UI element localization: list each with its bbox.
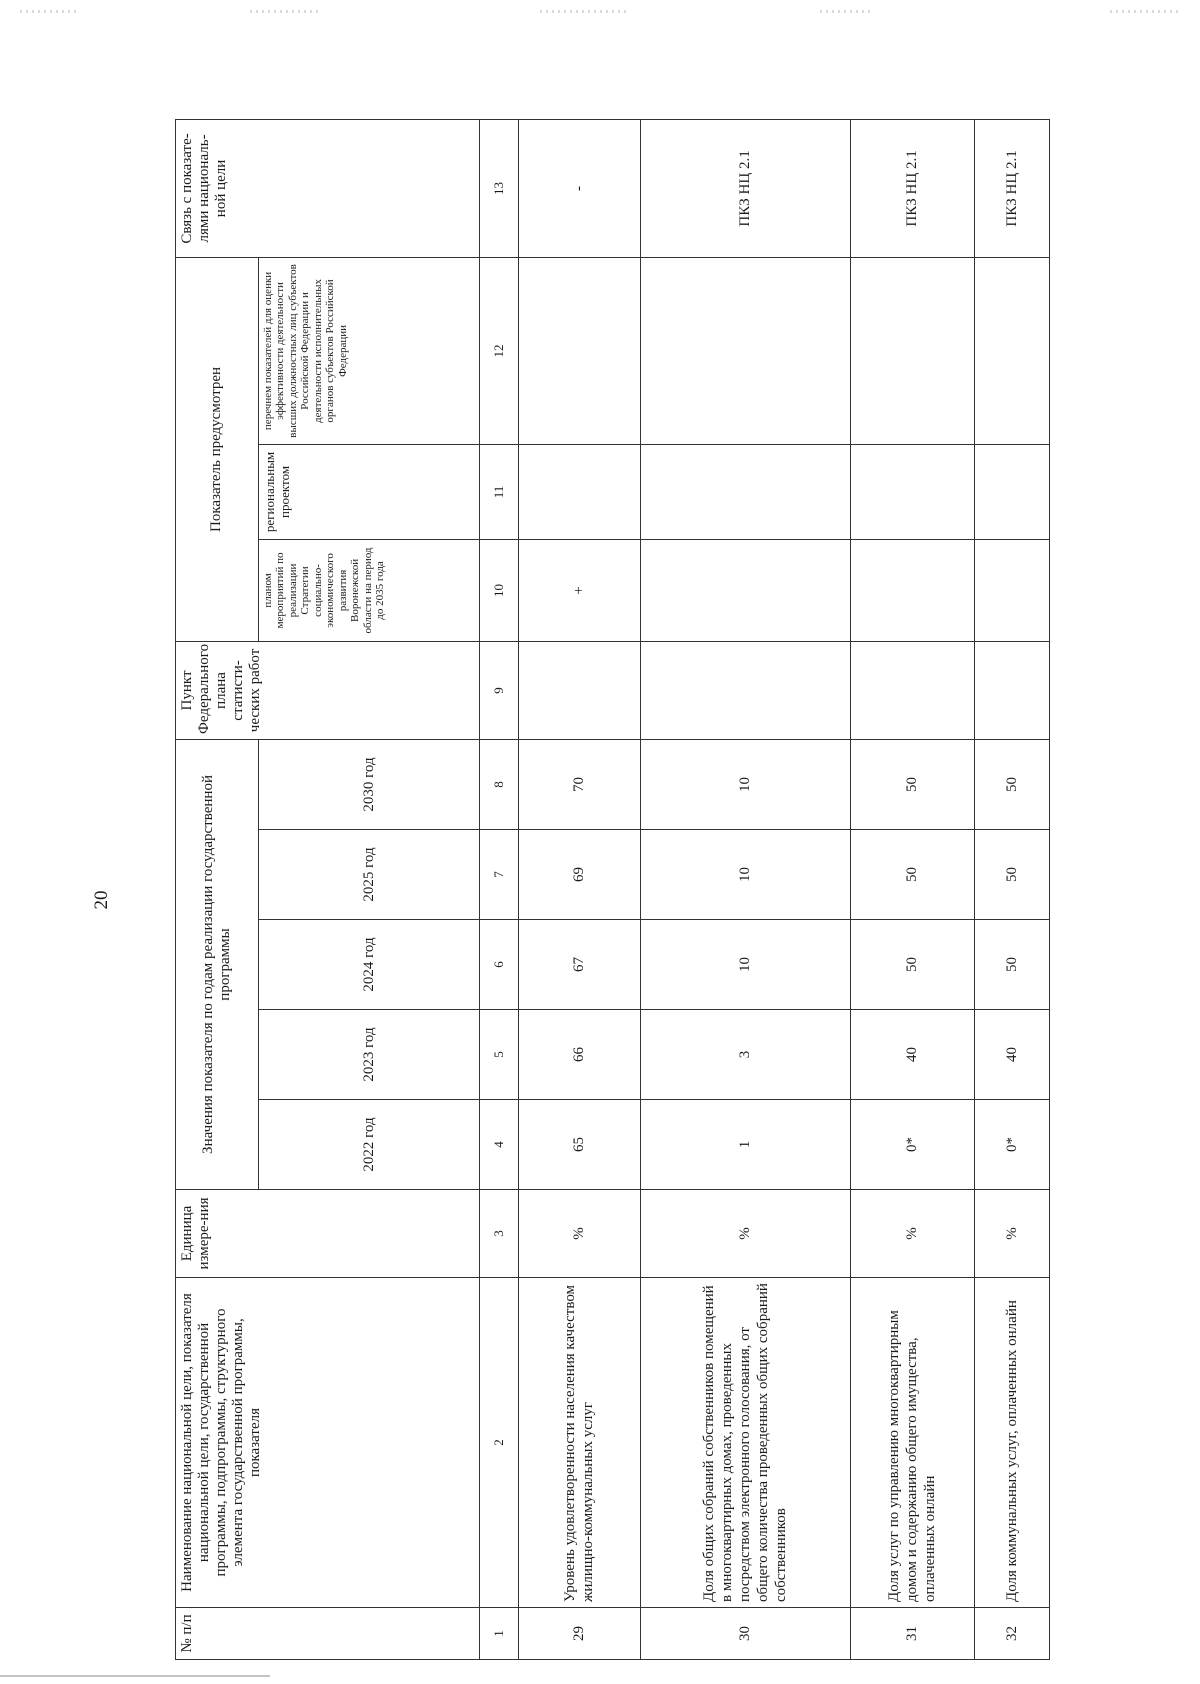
column-numbers-row (480, 119, 519, 1659)
column-number: 11 (480, 444, 519, 539)
header-values-group: Значения показателя по годам реализации государственной программы (176, 739, 259, 1189)
row-value: 69 (518, 830, 640, 920)
row-unit: % (850, 1190, 974, 1278)
row-link: - (518, 119, 640, 257)
table-row (518, 119, 640, 1659)
header-provided-regional: региональным проектом (258, 444, 479, 539)
column-number: 7 (480, 830, 519, 920)
header-no: № п/п (176, 1608, 480, 1660)
row-value: 50 (850, 830, 974, 920)
scan-edge-line (0, 1675, 270, 1677)
scan-artifact (820, 10, 870, 13)
indicators-table (175, 119, 1050, 1660)
header-year: 2030 год (258, 739, 479, 829)
header-provided-group: Показатель предусмотрен (176, 257, 259, 641)
row-strategy: + (518, 539, 640, 641)
header-provided-strategy: планом мероприятий по реализации Стратегии социально-экономического развития Воронежской области на период до 2035 года (258, 539, 479, 641)
row-value: 0* (974, 1100, 1049, 1190)
row-value: 70 (518, 739, 640, 829)
row-regional (850, 444, 974, 539)
header-year: 2024 год (258, 920, 479, 1010)
column-number: 12 (480, 257, 519, 444)
table-row (850, 119, 974, 1659)
row-kpi-list (518, 257, 640, 444)
header-name: Наименование национальной цели, показателя национальной цели, государственной программы, подпрограммы, структурного элемента государственной программы, показателя (176, 1278, 480, 1608)
row-value: 67 (518, 920, 640, 1010)
row-value: 0* (850, 1100, 974, 1190)
row-unit: % (518, 1190, 640, 1278)
row-name: Доля коммунальных услуг, оплаченных онлайн (974, 1278, 1049, 1608)
row-unit: % (974, 1190, 1049, 1278)
scan-artifact (20, 10, 80, 13)
header-link: Связь с показате-лями националь-ной цели (176, 119, 480, 257)
row-value: 50 (850, 920, 974, 1010)
row-value: 10 (640, 830, 850, 920)
scan-artifact (250, 10, 320, 13)
row-link: ПКЗ НЦ 2.1 (974, 119, 1049, 257)
row-name: Уровень удовлетворенности населения качеством жилищно-коммунальных услуг (518, 1278, 640, 1608)
row-regional (974, 444, 1049, 539)
column-number: 8 (480, 739, 519, 829)
column-number: 4 (480, 1100, 519, 1190)
column-number: 13 (480, 119, 519, 257)
row-unit: % (640, 1190, 850, 1278)
row-kpi-list (850, 257, 974, 444)
column-number: 2 (480, 1278, 519, 1608)
row-strategy (640, 539, 850, 641)
table-row (640, 119, 850, 1659)
scan-artifact (540, 10, 630, 13)
row-value: 3 (640, 1010, 850, 1100)
row-value: 65 (518, 1100, 640, 1190)
row-regional (518, 444, 640, 539)
row-federal-plan (974, 641, 1049, 739)
row-strategy (974, 539, 1049, 641)
row-value: 10 (640, 739, 850, 829)
row-regional (640, 444, 850, 539)
row-value: 10 (640, 920, 850, 1010)
header-unit: Единица измере-ния (176, 1190, 480, 1278)
row-name: Доля услуг по управлению многоквартирным домом и содержанию общего имущества, оплаченных онлайн (850, 1278, 974, 1608)
row-value: 50 (850, 739, 974, 829)
column-number: 5 (480, 1010, 519, 1100)
row-federal-plan (640, 641, 850, 739)
row-no: 31 (850, 1608, 974, 1660)
row-value: 50 (974, 830, 1049, 920)
column-number: 6 (480, 920, 519, 1010)
row-kpi-list (974, 257, 1049, 444)
row-link: ПКЗ НЦ 2.1 (850, 119, 974, 257)
row-name: Доля общих собраний собственников помещений в многоквартирных домах, проведенных посредством электронного голосования, от общего количества проведенных общих собраний собственников (640, 1278, 850, 1608)
column-number: 3 (480, 1190, 519, 1278)
header-year: 2025 год (258, 830, 479, 920)
row-kpi-list (640, 257, 850, 444)
row-strategy (850, 539, 974, 641)
header-year: 2022 год (258, 1100, 479, 1190)
row-no: 29 (518, 1608, 640, 1660)
header-federal-plan: Пункт Федерального плана статисти-ческих работ (176, 641, 480, 739)
rotated-table-container (175, 120, 1050, 1660)
row-federal-plan (850, 641, 974, 739)
page-number: 20 (91, 890, 112, 910)
row-value: 66 (518, 1010, 640, 1100)
column-number: 10 (480, 539, 519, 641)
row-federal-plan (518, 641, 640, 739)
row-value: 1 (640, 1100, 850, 1190)
header-provided-kpi: перечнем показателей для оценки эффективности деятельности высших должностных лиц субъектов Российской Федерации и деятельности исполнительных органов субъектов Российской Федерации (258, 257, 479, 444)
row-value: 40 (850, 1010, 974, 1100)
header-row-1 (176, 119, 259, 1659)
row-link: ПКЗ НЦ 2.1 (640, 119, 850, 257)
row-value: 50 (974, 920, 1049, 1010)
row-no: 32 (974, 1608, 1049, 1660)
column-number: 9 (480, 641, 519, 739)
row-value: 40 (974, 1010, 1049, 1100)
table-row (974, 119, 1049, 1659)
column-number: 1 (480, 1608, 519, 1660)
header-year: 2023 год (258, 1010, 479, 1100)
row-no: 30 (640, 1608, 850, 1660)
scan-artifact (1110, 10, 1180, 13)
row-value: 50 (974, 739, 1049, 829)
